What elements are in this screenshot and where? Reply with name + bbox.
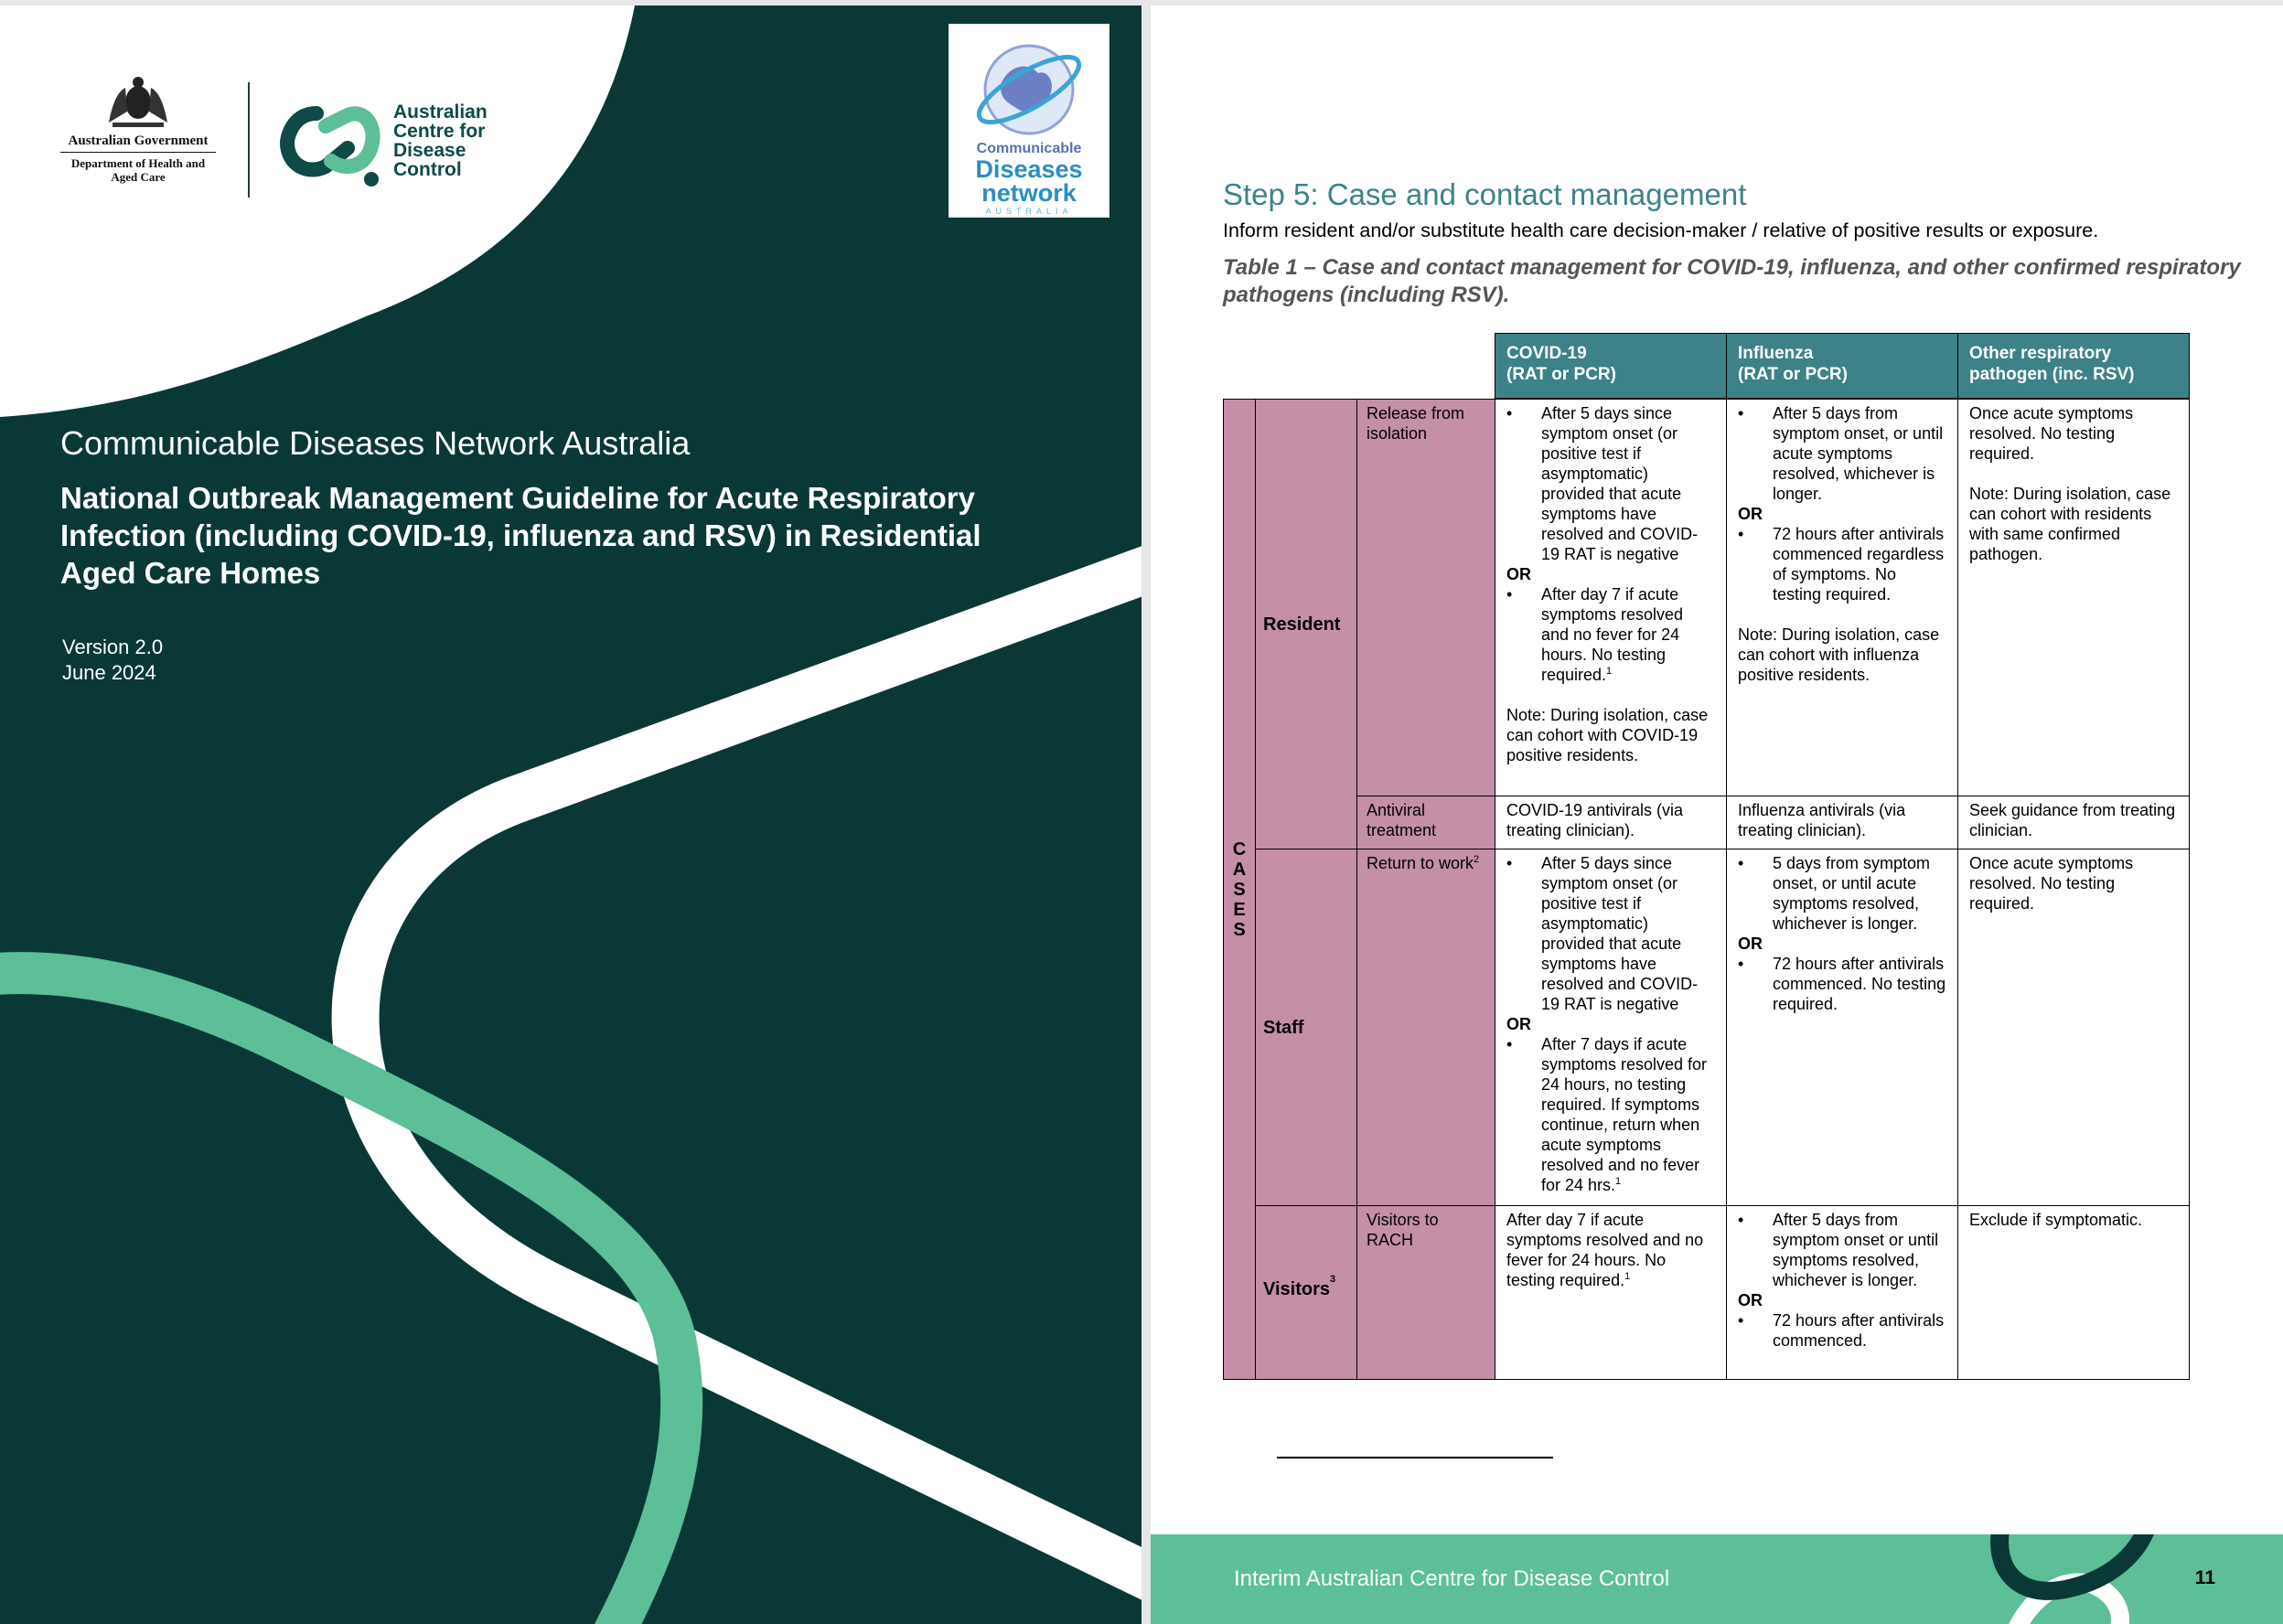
visitors-covid-sup: 1 xyxy=(1624,1271,1631,1282)
group-label-text: CASES xyxy=(1229,839,1249,940)
cdna-logo-line4: AUSTRALIA xyxy=(985,207,1073,216)
globe-icon xyxy=(974,37,1084,139)
or-label: OR xyxy=(1738,935,1763,953)
organisation-name: Communicable Diseases Network Australia xyxy=(60,424,691,462)
label-antiviral-treatment: Antiviral treatment xyxy=(1356,796,1495,849)
logo-divider xyxy=(248,82,250,198)
label-return-sup: 2 xyxy=(1474,854,1480,865)
cdna-logo-line2: Diseases xyxy=(975,155,1083,183)
cell-antiviral-influenza: Influenza antivirals (via treating clinician). xyxy=(1726,796,1958,849)
cdna-logo xyxy=(949,24,1109,218)
label-return-text: Return to work xyxy=(1367,854,1474,872)
document-title: National Outbreak Management Guideline for Acute Respiratory Infection (including COVID-19, influenza and RSV) in Residential Aged Care Homes xyxy=(60,481,981,590)
version-date: June 2024 xyxy=(62,661,156,684)
or-label: OR xyxy=(1738,1291,1763,1309)
cell-return-other: Once acute symptoms resolved. No testing required. xyxy=(1957,849,2190,1206)
section-heading: Step 5: Case and contact management xyxy=(1223,177,1747,211)
row-resident: Resident xyxy=(1255,399,1357,849)
return-covid-sup: 1 xyxy=(1615,1176,1622,1187)
return-covid-bullet-2-text: After 7 days if acute symptoms resolved for 24 hours, no testing required. If symptoms continue, return when acute symptoms resolved and no fever for 24 hrs. xyxy=(1541,1035,1708,1194)
header-other-line1: Other respiratory xyxy=(1969,344,2112,363)
footer-organisation: Interim Australian Centre for Disease Control xyxy=(1234,1566,1670,1591)
cell-antiviral-covid: COVID-19 antivirals (via treating clinician). xyxy=(1495,796,1727,849)
release-flu-note: Note: During isolation, case can cohort with influenza positive residents. xyxy=(1738,625,1940,684)
release-covid-note: Note: During isolation, case can cohort with COVID-19 positive residents. xyxy=(1506,706,1709,764)
row-visitors: Visitors 3 xyxy=(1255,1205,1357,1380)
header-covid-line2: (RAT or PCR) xyxy=(1506,365,1616,384)
header-influenza-line1: Influenza xyxy=(1738,344,1814,363)
return-covid-bullet-1: • After 5 days since symptom onset (or positive test if asymptomatic) provided that acute symptoms have resolved and COVID-19 RAT is negative xyxy=(1506,853,1715,1014)
header-covid-line1: COVID-19 xyxy=(1506,344,1587,363)
page-number: 11 xyxy=(2194,1567,2215,1588)
row-visitors-label: Visitors xyxy=(1263,1279,1330,1299)
acdc-logo-text: Australian Centre for Disease Control xyxy=(393,102,488,180)
header-other xyxy=(1957,333,2190,399)
header-other-line2: pathogen (inc. RSV) xyxy=(1969,365,2135,384)
return-flu-bullet-1: • 5 days from symptom onset, or until acute symptoms resolved, whichever is longer. xyxy=(1738,853,1946,934)
or-label: OR xyxy=(1738,505,1763,523)
or-label: OR xyxy=(1506,565,1531,583)
cell-release-covid xyxy=(1495,399,1727,796)
release-other-note: Note: During isolation, case can cohort with residents with same confirmed pathogen. xyxy=(1969,485,2171,563)
cdna-logo-line1: Communicable xyxy=(976,141,1082,156)
coat-of-arms-icon xyxy=(100,75,177,130)
header-influenza-line2: (RAT or PCR) xyxy=(1738,365,1848,384)
australian-government-logo xyxy=(60,75,216,184)
acdc-knot-icon xyxy=(280,101,382,188)
version-label: Version 2.0 xyxy=(62,636,164,658)
cell-release-other xyxy=(1957,399,2190,796)
cell-return-influenza xyxy=(1726,849,1958,1206)
version-info xyxy=(62,635,163,686)
inform-text: Inform resident and/or substitute health care decision-maker / relative of positive results or exposure. xyxy=(1223,219,2099,241)
visitors-flu-bullet-1: • After 5 days from symptom onset or until symptoms resolved, whichever is longer. xyxy=(1738,1210,1946,1290)
visitors-covid-text: After day 7 if acute symptoms resolved and no fever for 24 hours. No testing required. xyxy=(1506,1211,1704,1289)
cell-antiviral-other: Seek guidance from treating clinician. xyxy=(1957,796,2190,849)
cell-release-influenza xyxy=(1726,399,1958,796)
release-flu-bullet-2: • 72 hours after antivirals commenced regardless of symptoms. No testing required. xyxy=(1738,524,1946,604)
cell-return-covid xyxy=(1495,849,1727,1206)
cell-visitors-covid xyxy=(1495,1205,1727,1380)
return-flu-bullet-2: • 72 hours after antivirals commenced. No testing required. xyxy=(1738,954,1946,1014)
group-label-cases xyxy=(1223,399,1256,1380)
visitors-flu-bullet-2: • 72 hours after antivirals commenced. xyxy=(1738,1310,1946,1351)
table-caption: Table 1 – Case and contact management for COVID-19, influenza, and other confirmed respiratory pathogens (including RSV). xyxy=(1223,255,2241,307)
footnote-separator xyxy=(1277,1457,1553,1458)
cdna-logo-line3: network xyxy=(981,179,1077,207)
label-release-from-isolation: Release from isolation xyxy=(1356,399,1495,796)
label-return-to-work xyxy=(1356,849,1495,1206)
cover-page xyxy=(0,5,1142,1624)
header-influenza xyxy=(1726,333,1958,399)
release-covid-bullet-2 xyxy=(1506,584,1715,685)
release-flu-bullet-1: • After 5 days from symptom onset, or until acute symptoms resolved, whichever is longer. xyxy=(1738,403,1946,504)
header-covid xyxy=(1495,333,1727,399)
label-visitors-to-rach: Visitors to RACH xyxy=(1356,1205,1495,1380)
department-name: Department of Health and Aged Care xyxy=(70,156,206,184)
release-other-text: Once acute symptoms resolved. No testing required. xyxy=(1969,404,2134,463)
release-covid-sup: 1 xyxy=(1606,666,1613,677)
row-staff: Staff xyxy=(1255,849,1357,1206)
government-name: Australian Government xyxy=(60,134,216,153)
content-page xyxy=(1151,5,2283,1624)
cover-background-art xyxy=(0,5,1142,1624)
or-label: OR xyxy=(1506,1015,1531,1033)
page-footer xyxy=(1151,1534,2283,1624)
cell-visitors-influenza xyxy=(1726,1205,1958,1380)
release-covid-bullet-2-text: After day 7 if acute symptoms resolved and no fever for 24 hours. No testing required. xyxy=(1541,585,1684,684)
release-covid-bullet-1: • After 5 days since symptom onset (or positive test if asymptomatic) provided that acute symptoms have resolved and COVID-19 RAT is negative xyxy=(1506,403,1715,564)
cell-visitors-other: Exclude if symptomatic. xyxy=(1957,1205,2190,1380)
return-covid-bullet-2 xyxy=(1506,1034,1715,1195)
